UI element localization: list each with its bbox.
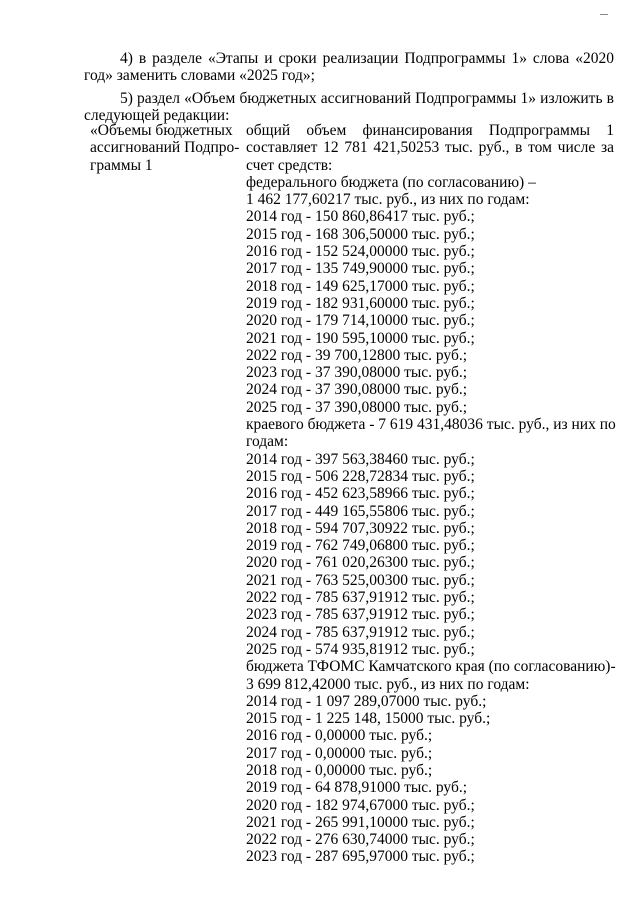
paragraph-5-text: 5) раздел «Объем бюджетных ассигнований Подпрограммы 1» изложить в следующей редакции: bbox=[84, 90, 614, 125]
year-line: 2016 год - 0,00000 тыс. руб.; bbox=[246, 727, 433, 745]
total-financing: общий объем финансирования Подпрограммы 1 составляет 12 781 421,50253 тыс. руб., в том числе за счет средств: bbox=[246, 122, 614, 174]
federal-heading: федерального бюджета (по согласованию) – bbox=[246, 173, 536, 191]
year-line: 2014 год - 150 860,86417 тыс. руб.; bbox=[246, 208, 475, 226]
paragraph-5 bbox=[84, 90, 614, 125]
year-line: 2016 год - 452 623,58966 тыс. руб.; bbox=[246, 485, 475, 503]
year-line: 2017 год - 0,00000 тыс. руб.; bbox=[246, 744, 433, 762]
year-line: 2019 год - 762 749,06800 тыс. руб.; bbox=[246, 537, 475, 555]
year-line: 2017 год - 449 165,55806 тыс. руб.; bbox=[246, 502, 475, 520]
paragraph-4 bbox=[84, 50, 614, 85]
year-line: 2025 год - 37 390,08000 тыс. руб.; bbox=[246, 398, 468, 416]
year-line: 2019 год - 64 878,91000 тыс. руб.; bbox=[246, 779, 468, 797]
year-line: 2023 год - 785 637,91912 тыс. руб.; bbox=[246, 606, 475, 624]
year-line: 2024 год - 37 390,08000 тыс. руб.; bbox=[246, 381, 468, 399]
year-line: 2018 год - 0,00000 тыс. руб.; bbox=[246, 761, 433, 779]
year-line: 2022 год - 785 637,91912 тыс. руб.; bbox=[246, 589, 475, 607]
year-line: 2015 год - 168 306,50000 тыс. руб.; bbox=[246, 225, 475, 243]
regional-years-list bbox=[246, 451, 614, 659]
tfoms-heading: бюджета ТФОМС Камчатского края (по согласованию)- bbox=[246, 658, 616, 676]
year-line: 2021 год - 265 991,10000 тыс. руб.; bbox=[246, 813, 475, 831]
year-line: 2021 год - 763 525,00300 тыс. руб.; bbox=[246, 571, 475, 589]
year-line: 2020 год - 761 020,26300 тыс. руб.; bbox=[246, 554, 475, 572]
year-line: 2019 год - 182 931,60000 тыс. руб.; bbox=[246, 294, 475, 312]
year-line: 2014 год - 397 563,38460 тыс. руб.; bbox=[246, 450, 475, 468]
year-line: 2015 год - 1 225 148, 15000 тыс. руб.; bbox=[246, 710, 491, 728]
year-line: 2023 год - 37 390,08000 тыс. руб.; bbox=[246, 364, 468, 382]
year-line: 2015 год - 506 228,72834 тыс. руб.; bbox=[246, 467, 475, 485]
tfoms-sum: 3 699 812,42000 тыс. руб., из них по годам: bbox=[246, 675, 530, 693]
paragraph-4-text: 4) в разделе «Этапы и сроки реализации Подпрограммы 1» слова «2020 год» заменить словами «2025 год»; bbox=[84, 50, 614, 85]
table-left-label: «Объемы бюджетных ассигнований Подпро- граммы 1 bbox=[90, 122, 240, 174]
tfoms-years-list bbox=[246, 693, 614, 866]
year-line: 2025 год - 574 935,81912 тыс. руб.; bbox=[246, 640, 475, 658]
year-line: 2020 год - 182 974,67000 тыс. руб.; bbox=[246, 796, 475, 814]
year-line: 2018 год - 594 707,30922 тыс. руб.; bbox=[246, 519, 475, 537]
year-line: 2022 год - 276 630,74000 тыс. руб.; bbox=[246, 831, 475, 849]
year-line: 2014 год - 1 097 289,07000 тыс. руб.; bbox=[246, 692, 487, 710]
year-line: 2016 год - 152 524,00000 тыс. руб.; bbox=[246, 243, 475, 261]
year-line: 2018 год - 149 625,17000 тыс. руб.; bbox=[246, 277, 475, 295]
year-line: 2022 год - 39 700,12800 тыс. руб.; bbox=[246, 346, 468, 364]
regional-heading: краевого бюджета - 7 619 431,48036 тыс. руб., из них по bbox=[246, 416, 616, 434]
year-line: 2024 год - 785 637,91912 тыс. руб.; bbox=[246, 623, 475, 641]
regional-sum: годам: bbox=[246, 433, 289, 451]
year-line: 2020 год - 179 714,10000 тыс. руб.; bbox=[246, 312, 475, 330]
year-line: 2023 год - 287 695,97000 тыс. руб.; bbox=[246, 848, 475, 866]
year-line: 2021 год - 190 595,10000 тыс. руб.; bbox=[246, 329, 475, 347]
federal-sum: 1 462 177,60217 тыс. руб., из них по годам: bbox=[246, 191, 530, 209]
scan-mark bbox=[600, 14, 608, 15]
year-line: 2017 год - 135 749,90000 тыс. руб.; bbox=[246, 260, 475, 278]
federal-years-list bbox=[246, 208, 614, 416]
table-right-content bbox=[246, 122, 614, 866]
